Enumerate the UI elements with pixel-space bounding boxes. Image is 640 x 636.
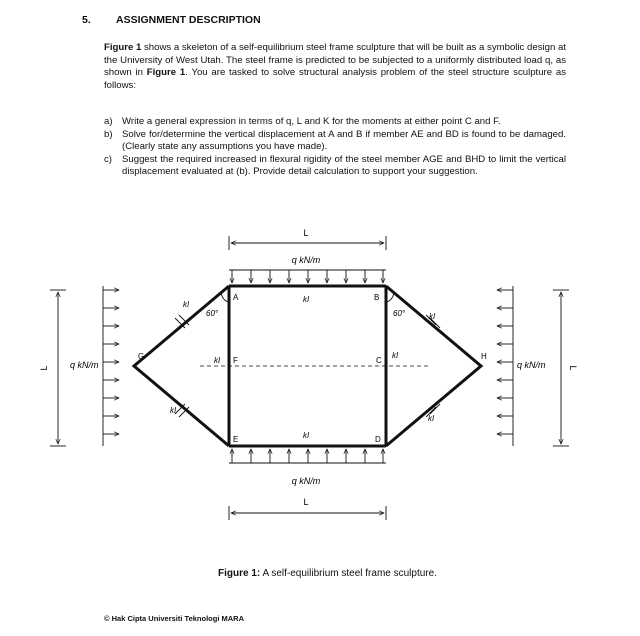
stiffness-label: kI (429, 312, 436, 321)
dim-label-right: L (568, 365, 578, 371)
intro-text: . You are tasked to solve structural analysis problem of the steel structure sculpture as follows: (104, 67, 566, 91)
stiffness-label: kI (183, 300, 190, 309)
node-label-e: E (233, 435, 239, 444)
right-load (497, 286, 513, 446)
task-text: Solve for/determine the vertical displacement at A and B if member AE and BD is found to be damaged. (Clearly state any assumptions you have made). (122, 128, 566, 153)
node-label-b: B (374, 293, 380, 302)
node-label-h: H (481, 352, 487, 361)
node-label-g: G (138, 352, 145, 361)
load-label-bottom: q kN/m (291, 476, 321, 486)
top-load (229, 270, 386, 283)
intro-text: shows a skeleton of a self-equilibrium steel frame sculpture that will be built as a symbolic design at the University of West Utah. The steel frame is predicted to be subjected to a uniformly distributed load q, as shown in (104, 42, 566, 79)
load-label-right: q kN/m (517, 360, 546, 370)
copyright-notice: © Hak Cipta Universiti Teknologi MARA (104, 614, 244, 623)
node-label-c: C (376, 356, 382, 365)
stiffness-label: kI (170, 406, 177, 415)
stiffness-label: kI (214, 356, 221, 365)
angle-label-left: 60° (206, 309, 219, 318)
node-label-f: F (233, 356, 238, 365)
section-number: 5. (82, 14, 91, 26)
dim-label-top: L (303, 228, 309, 238)
task-text: Write a general expression in terms of q, L and K for the moments at either point C and F. (122, 116, 501, 127)
figure-caption (218, 568, 437, 579)
task-letter: a) (104, 116, 113, 127)
stiffness-label: kI (428, 414, 435, 423)
stiffness-label: kI (303, 431, 310, 440)
load-label-top: q kN/m (291, 255, 321, 265)
dim-label-bottom: L (303, 497, 309, 507)
node-label-d: D (375, 435, 381, 444)
task-letter: c) (104, 153, 112, 165)
left-load (103, 286, 119, 446)
figure-ref: Figure 1 (146, 67, 186, 79)
task-letter: b) (104, 128, 113, 140)
bottom-load (229, 449, 386, 463)
figure-ref: Figure 1 (104, 42, 142, 53)
section-heading: ASSIGNMENT DESCRIPTION (116, 14, 261, 26)
node-label-a: A (233, 293, 239, 302)
load-label-left: q kN/m (70, 360, 99, 370)
stiffness-label: kI (392, 351, 399, 360)
stiffness-label: kI (303, 295, 310, 304)
dim-label-left: L (39, 365, 49, 371)
caption-text: A self-equilibrium steel frame sculpture. (260, 568, 437, 579)
caption-label: Figure 1: (218, 568, 261, 579)
task-text: Suggest the required increased in flexural rigidity of the steel member AGE and BHD to limit the vertical displacement evaluated at (b). Provide detail calculation to support your suggestion. (122, 153, 566, 178)
angle-label-right: 60° (393, 309, 406, 318)
